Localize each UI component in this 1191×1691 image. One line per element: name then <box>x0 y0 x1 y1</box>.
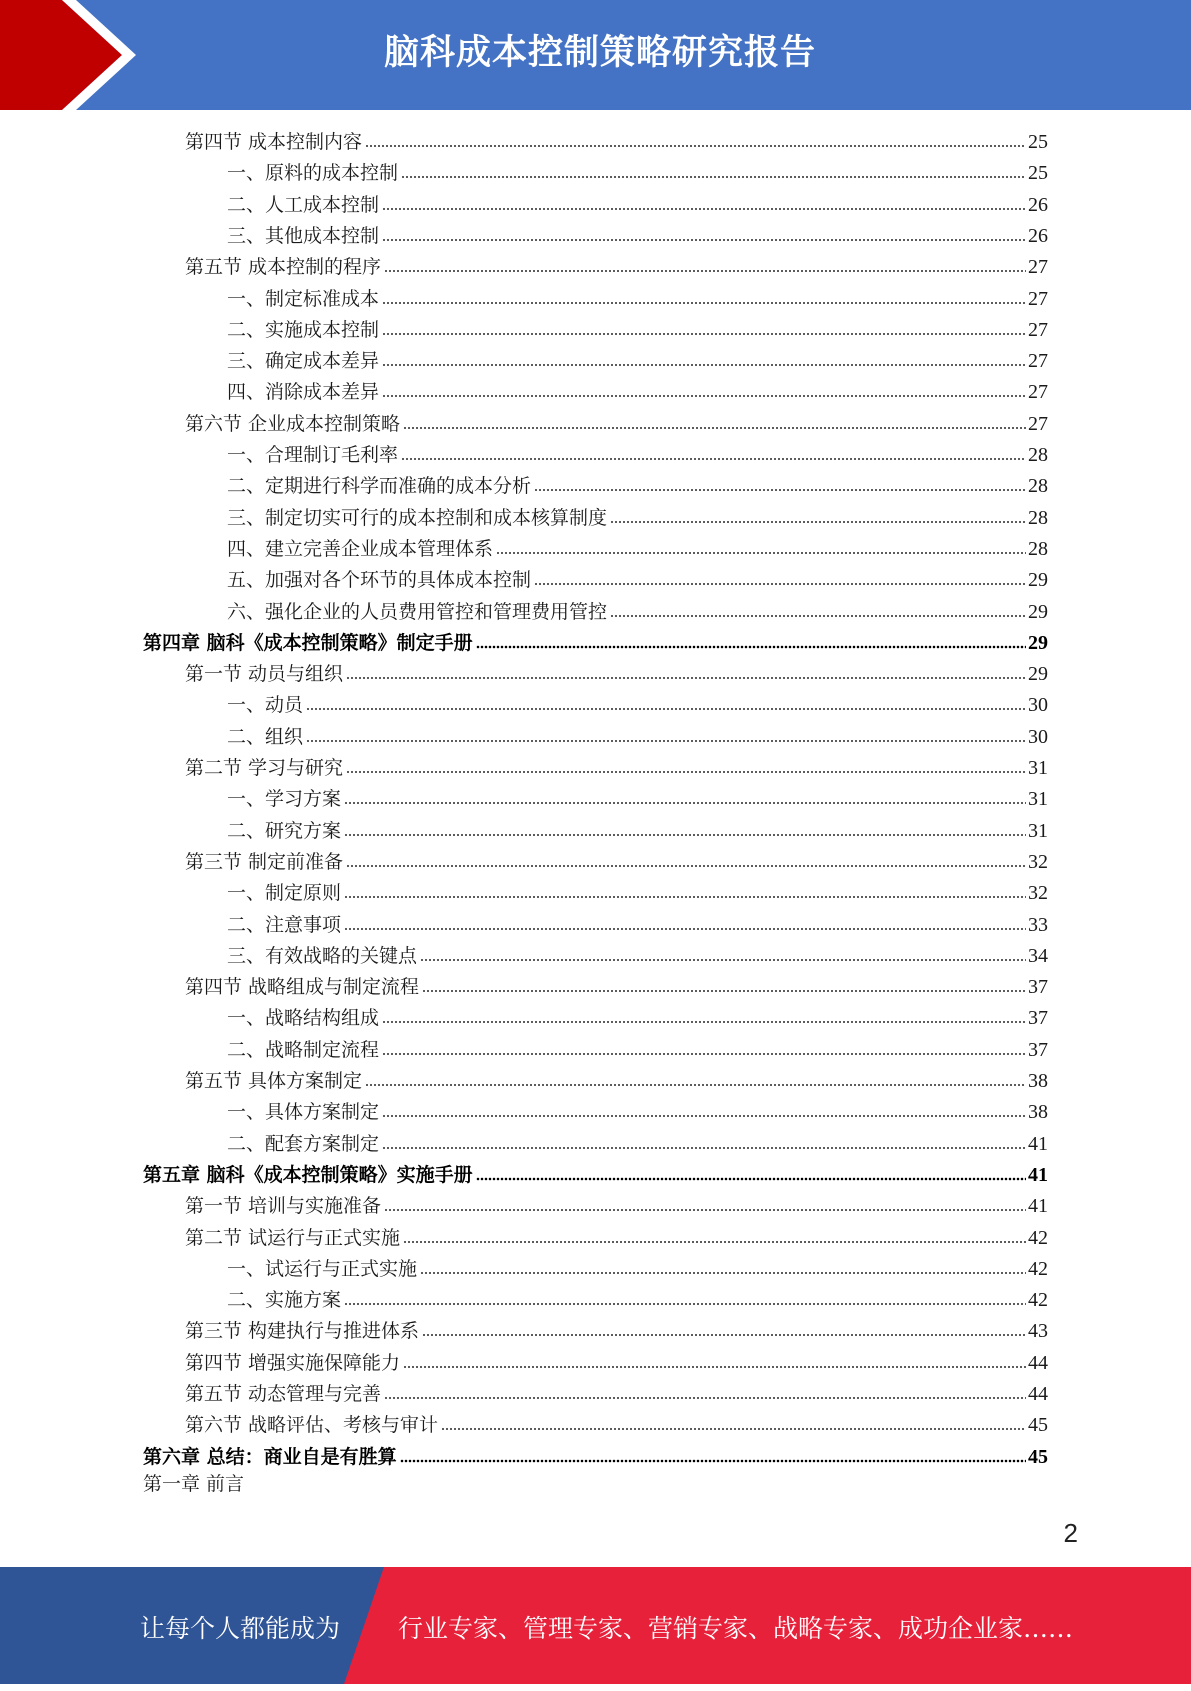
toc-entry-page-number: 29 <box>1028 569 1048 592</box>
toc-entry-item[interactable] <box>227 910 1048 941</box>
toc-dot-leader <box>306 705 1026 713</box>
toc-dot-leader <box>382 1144 1026 1152</box>
toc-entry-title: 第二节 试运行与正式实施 <box>185 1226 401 1249</box>
toc-entry-title: 二、实施成本控制 <box>227 318 380 341</box>
toc-entry-title: 一、动员 <box>227 694 304 717</box>
toc-entry-item[interactable] <box>227 440 1048 471</box>
footer-slogan-right: 行业专家、管理专家、营销专家、战略专家、成功企业家…… <box>398 1614 1074 1643</box>
toc-entry-title: 三、其他成本控制 <box>227 224 380 247</box>
toc-entry-title: 二、定期进行科学而准确的成本分析 <box>227 475 532 498</box>
toc-dot-leader <box>610 518 1026 526</box>
toc-entry-page-number: 27 <box>1028 412 1048 435</box>
toc-entry-item[interactable] <box>227 346 1048 377</box>
toc-entry-page-number: 29 <box>1028 600 1048 623</box>
toc-entry-item[interactable] <box>227 471 1048 502</box>
toc-dot-leader <box>401 455 1026 463</box>
toc-dot-leader <box>382 1018 1026 1026</box>
toc-dot-leader <box>382 236 1026 244</box>
toc-entry-section[interactable] <box>185 847 1048 878</box>
toc-entry-page-number: 26 <box>1028 193 1048 216</box>
toc-dot-leader <box>476 1175 1026 1183</box>
toc-entry-page-number: 32 <box>1028 882 1048 905</box>
toc-entry-section[interactable] <box>185 1379 1048 1410</box>
toc-entry-title: 第四章 脑科《成本控制策略》制定手册 <box>143 631 473 654</box>
toc-dot-leader <box>382 361 1026 369</box>
toc-entry-title: 二、注意事项 <box>227 913 342 936</box>
toc-entry-page-number: 29 <box>1028 631 1048 654</box>
toc-entry-page-number: 43 <box>1028 1320 1048 1343</box>
toc-entry-page-number: 31 <box>1028 757 1048 779</box>
toc-entry-chapter[interactable] <box>143 1160 1048 1191</box>
toc-entry-page-number: 37 <box>1028 1038 1048 1061</box>
toc-entry-page-number: 45 <box>1028 1414 1048 1437</box>
toc-entry-section[interactable] <box>185 1316 1048 1347</box>
toc-entry-item[interactable] <box>227 503 1048 534</box>
toc-entry-title: 第五节 成本控制的程序 <box>185 256 382 279</box>
toc-entry-title: 一、制定原则 <box>227 882 342 905</box>
toc-entry-item[interactable] <box>227 1285 1048 1316</box>
toc-entry-item[interactable] <box>227 722 1048 753</box>
toc-entry-chapter[interactable] <box>143 1442 1048 1473</box>
toc-dot-leader <box>344 831 1026 839</box>
toc-entry-title: 二、人工成本控制 <box>227 193 380 216</box>
toc-entry-page-number: 41 <box>1028 1163 1048 1186</box>
toc-dot-leader <box>384 1206 1026 1214</box>
toc-entry-title: 二、研究方案 <box>227 819 342 842</box>
toc-dot-leader <box>365 1081 1026 1089</box>
toc-entry-page-number: 27 <box>1028 381 1048 404</box>
toc-entry-item[interactable] <box>227 1097 1048 1128</box>
toc-entry-item[interactable] <box>227 377 1048 408</box>
toc-entry-title: 第四节 增强实施保障能力 <box>185 1351 401 1374</box>
toc-entry-page-number: 37 <box>1028 976 1048 999</box>
toc-entry-section[interactable] <box>185 409 1048 440</box>
toc-entry-title: 第二节 学习与研究 <box>185 757 344 779</box>
toc-entry-title: 第五节 具体方案制定 <box>185 1070 363 1092</box>
toc-entry-page-number: 30 <box>1028 725 1048 748</box>
toc-entry-title: 第一节 动员与组织 <box>185 663 344 686</box>
toc-entry-title: 一、战略结构组成 <box>227 1007 380 1030</box>
toc-dot-leader <box>382 299 1026 307</box>
toc-dot-leader <box>496 549 1026 557</box>
toc-entry-item[interactable] <box>227 1129 1048 1160</box>
toc-entry-item[interactable] <box>227 221 1048 252</box>
toc-entry-item[interactable] <box>227 1003 1048 1034</box>
chapter-one-heading: 第一章 前言 <box>143 1473 245 1495</box>
toc-entry-title: 第五节 动态管理与完善 <box>185 1383 382 1405</box>
toc-entry-item[interactable] <box>227 158 1048 189</box>
header-red-arrow-decoration <box>0 0 150 110</box>
toc-entry-section[interactable] <box>185 1348 1048 1379</box>
toc-entry-title: 第三节 制定前准备 <box>185 850 344 873</box>
toc-entry-page-number: 27 <box>1028 287 1048 310</box>
toc-entry-item[interactable] <box>227 941 1048 972</box>
toc-entry-item[interactable] <box>227 284 1048 315</box>
toc-dot-leader <box>306 737 1026 745</box>
toc-entry-item[interactable] <box>227 878 1048 909</box>
toc-entry-page-number: 27 <box>1028 318 1048 341</box>
toc-entry-page-number: 31 <box>1028 819 1048 842</box>
toc-entry-page-number: 45 <box>1028 1445 1048 1468</box>
toc-entry-page-number: 44 <box>1028 1351 1048 1374</box>
toc-dot-leader <box>382 392 1026 400</box>
toc-entry-title: 第三节 构建执行与推进体系 <box>185 1320 420 1343</box>
toc-dot-leader <box>420 956 1026 964</box>
toc-dot-leader <box>534 580 1026 588</box>
toc-entry-page-number: 42 <box>1028 1226 1048 1249</box>
toc-dot-leader <box>384 1394 1026 1402</box>
toc-dot-leader <box>422 1331 1026 1339</box>
toc-dot-leader <box>382 205 1026 213</box>
toc-entry-title: 一、学习方案 <box>227 788 342 811</box>
toc-dot-leader <box>403 1363 1026 1371</box>
toc-dot-leader <box>534 486 1026 494</box>
toc-dot-leader <box>346 768 1026 776</box>
toc-dot-leader <box>441 1425 1026 1433</box>
toc-dot-leader <box>403 424 1026 432</box>
toc-entry-item[interactable] <box>227 690 1048 721</box>
toc-entry-page-number: 32 <box>1028 850 1048 873</box>
toc-entry-chapter[interactable] <box>143 628 1048 659</box>
toc-entry-title: 一、合理制订毛利率 <box>227 444 399 466</box>
toc-entry-page-number: 42 <box>1028 1289 1048 1312</box>
footer-banner <box>0 1567 1191 1684</box>
footer-slogan-left: 让每个人都能成为 <box>140 1614 341 1643</box>
toc-entry-title: 二、实施方案 <box>227 1289 342 1312</box>
toc-dot-leader <box>346 674 1026 682</box>
toc-entry-item[interactable] <box>227 1035 1048 1066</box>
toc-entry-section[interactable] <box>185 972 1048 1003</box>
toc-entry-item[interactable] <box>227 784 1048 815</box>
toc-entry-page-number: 27 <box>1028 256 1048 279</box>
toc-entry-title: 一、制定标准成本 <box>227 287 380 310</box>
header-banner <box>0 0 1191 110</box>
toc-entry-title: 四、建立完善企业成本管理体系 <box>227 537 494 560</box>
toc-entry-page-number: 25 <box>1028 131 1048 153</box>
toc-entry-section[interactable] <box>185 659 1048 690</box>
toc-entry-page-number: 44 <box>1028 1383 1048 1405</box>
toc-entry-page-number: 30 <box>1028 694 1048 717</box>
document-title: 脑科成本控制策略研究报告 <box>383 33 816 73</box>
toc-entry-page-number: 33 <box>1028 913 1048 936</box>
toc-entry-page-number: 25 <box>1028 162 1048 185</box>
toc-entry-page-number: 27 <box>1028 350 1048 373</box>
toc-entry-page-number: 29 <box>1028 663 1048 686</box>
toc-entry-title: 一、原料的成本控制 <box>227 162 399 185</box>
toc-entry-title: 一、试运行与正式实施 <box>227 1257 418 1280</box>
toc-entry-page-number: 38 <box>1028 1070 1048 1092</box>
toc-dot-leader <box>382 1050 1026 1058</box>
toc-entry-page-number: 34 <box>1028 944 1048 967</box>
toc-dot-leader <box>344 925 1026 933</box>
toc-dot-leader <box>344 1300 1026 1308</box>
toc-entry-item[interactable] <box>227 1254 1048 1285</box>
toc-entry-item[interactable] <box>227 597 1048 628</box>
toc-entry-title: 第六节 战略评估、考核与审计 <box>185 1414 439 1437</box>
toc-entry-title: 二、组织 <box>227 725 304 748</box>
toc-dot-leader <box>344 893 1026 901</box>
toc-entry-title: 三、有效战略的关键点 <box>227 944 418 967</box>
toc-dot-leader <box>346 862 1026 870</box>
toc-dot-leader <box>403 1238 1026 1246</box>
toc-dot-leader <box>610 612 1026 620</box>
toc-entry-title: 第四节 战略组成与制定流程 <box>185 976 420 999</box>
toc-dot-leader <box>422 987 1026 995</box>
toc-entry-page-number: 26 <box>1028 224 1048 247</box>
toc-entry-title: 五、加强对各个环节的具体成本控制 <box>227 569 532 592</box>
toc-entry-title: 四、消除成本差异 <box>227 381 380 404</box>
toc-dot-leader <box>400 1457 1026 1465</box>
toc-entry-title: 二、战略制定流程 <box>227 1038 380 1061</box>
toc-entry-section[interactable] <box>185 1191 1048 1222</box>
toc-entry-item[interactable] <box>227 565 1048 596</box>
toc-dot-leader <box>420 1269 1026 1277</box>
toc-dot-leader <box>344 799 1026 807</box>
toc-entry-title: 第四节 成本控制内容 <box>185 131 363 153</box>
toc-dot-leader <box>401 173 1026 181</box>
toc-entry-section[interactable] <box>185 127 1048 158</box>
toc-entry-title: 六、强化企业的人员费用管控和管理费用管控 <box>227 600 608 623</box>
toc-entry-title: 第一节 培训与实施准备 <box>185 1195 382 1218</box>
page-number: 2 <box>1063 1518 1078 1548</box>
toc-entry-section[interactable] <box>185 753 1048 784</box>
toc-entry-page-number: 28 <box>1028 506 1048 529</box>
toc-entry-page-number: 41 <box>1028 1132 1048 1155</box>
toc-entry-title: 第六章 总结：商业自是有胜算 <box>143 1445 397 1468</box>
toc-entry-item[interactable] <box>227 315 1048 346</box>
toc-entry-page-number: 28 <box>1028 537 1048 560</box>
toc-entry-page-number: 42 <box>1028 1257 1048 1280</box>
toc-entry-section[interactable] <box>185 1223 1048 1254</box>
toc-entry-item[interactable] <box>227 190 1048 221</box>
toc-entry-title: 第六节 企业成本控制策略 <box>185 412 401 435</box>
toc-entry-section[interactable] <box>185 1066 1048 1097</box>
toc-entry-title: 三、制定切实可行的成本控制和成本核算制度 <box>227 506 608 529</box>
toc-dot-leader <box>384 267 1026 275</box>
toc-entry-title: 第五章 脑科《成本控制策略》实施手册 <box>143 1163 473 1186</box>
toc-entry-title: 三、确定成本差异 <box>227 350 380 373</box>
toc-dot-leader <box>365 142 1026 150</box>
toc-entry-item[interactable] <box>227 816 1048 847</box>
toc-entry-page-number: 31 <box>1028 788 1048 811</box>
toc-entry-item[interactable] <box>227 534 1048 565</box>
toc-entry-page-number: 28 <box>1028 475 1048 498</box>
toc-dot-leader <box>382 330 1026 338</box>
toc-entry-page-number: 37 <box>1028 1007 1048 1030</box>
toc-entry-section[interactable] <box>185 252 1048 283</box>
toc-entry-page-number: 28 <box>1028 444 1048 466</box>
toc-entry-page-number: 38 <box>1028 1101 1048 1124</box>
toc-entry-title: 一、具体方案制定 <box>227 1101 380 1124</box>
toc-entry-section[interactable] <box>185 1410 1048 1441</box>
toc-dot-leader <box>382 1112 1026 1120</box>
toc-dot-leader <box>476 643 1026 651</box>
toc-entry-title: 二、配套方案制定 <box>227 1132 380 1155</box>
toc-entry-page-number: 41 <box>1028 1195 1048 1218</box>
